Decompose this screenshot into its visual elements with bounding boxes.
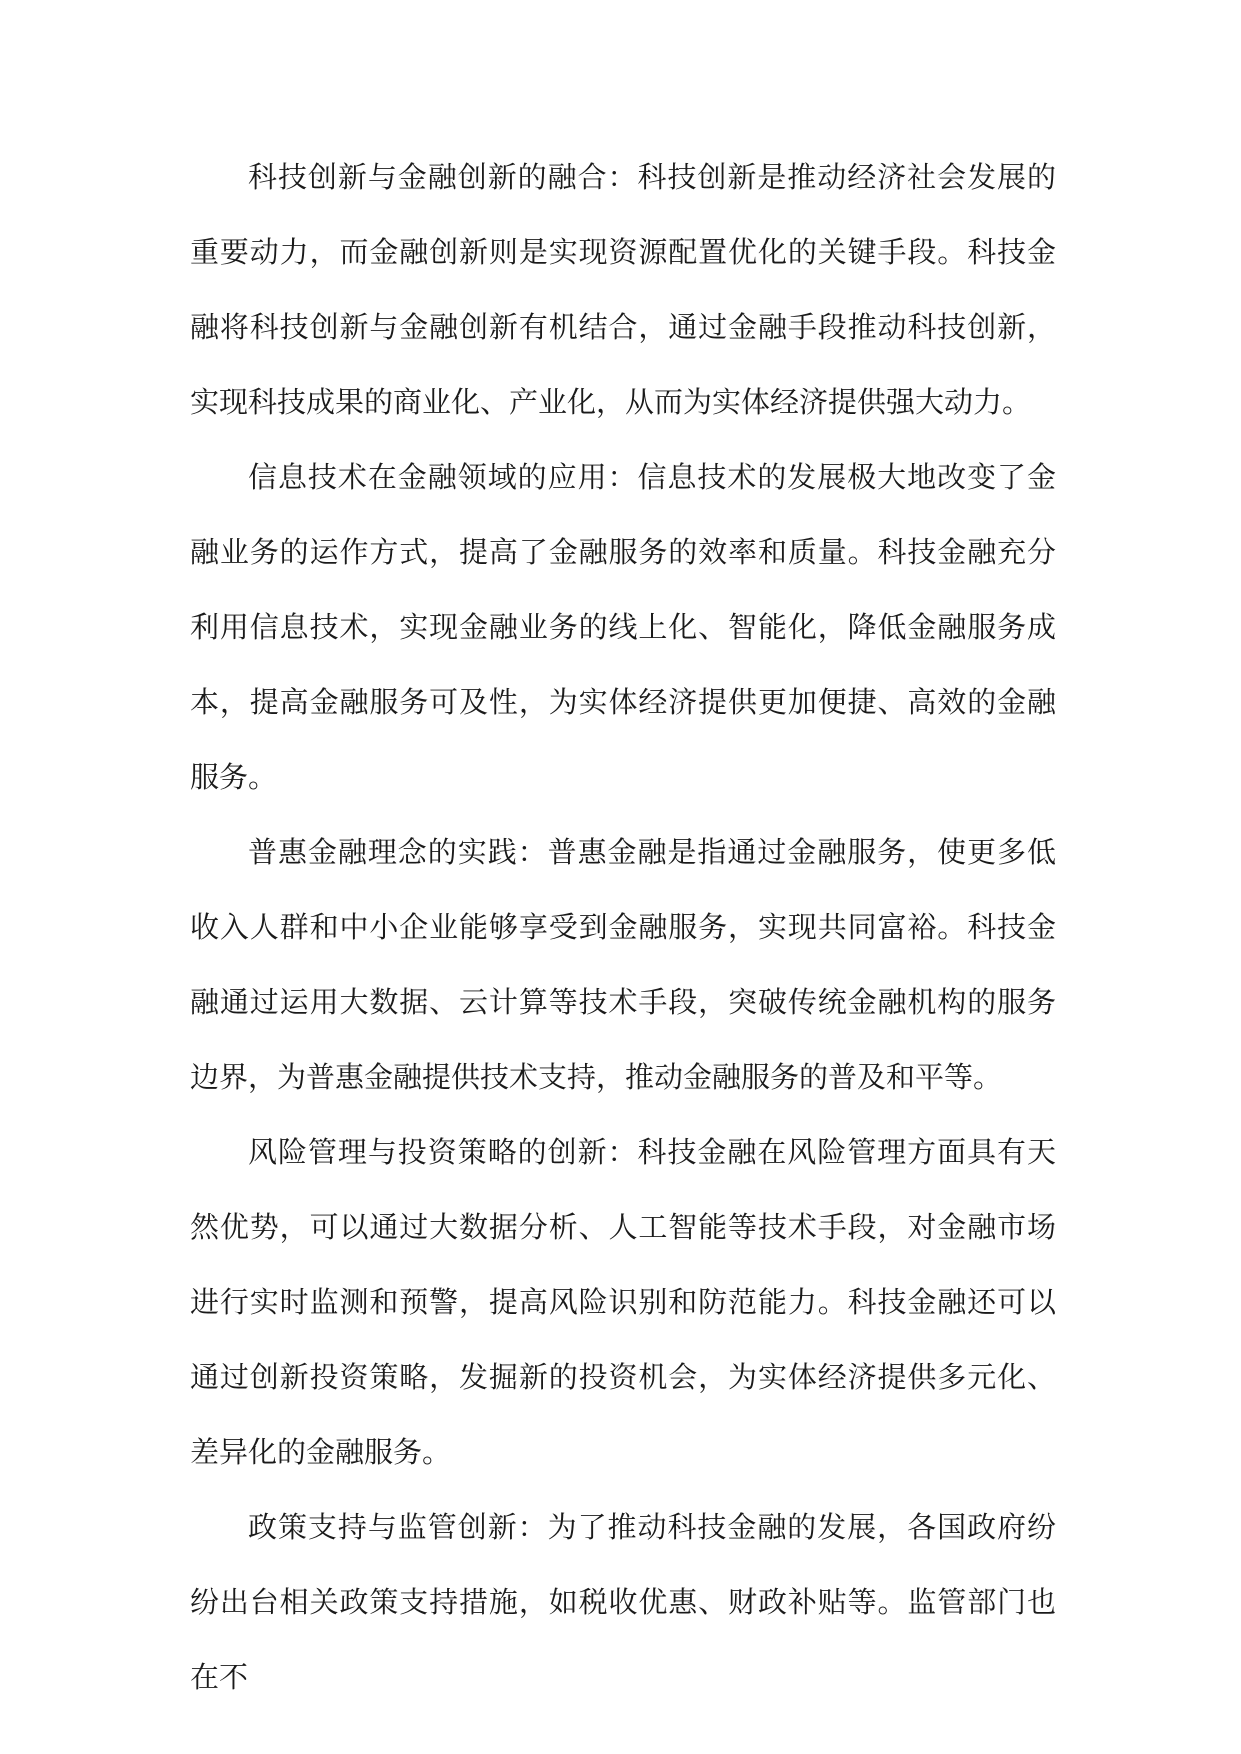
paragraph-policy-support: 政策支持与监管创新：为了推动科技金融的发展，各国政府纷纷出台相关政策支持措施，如税收优惠、财政补贴等。监管部门也在不 [190, 1510, 1056, 1694]
paragraph-tech-finance-fusion: 科技创新与金融创新的融合：科技创新是推动经济社会发展的重要动力，而金融创新则是实现资源配置优化的关键手段。科技金融将科技创新与金融创新有机结合，通过金融手段推动科技创新，实现科技成果的商业化、产业化，从而为实体经济提供强大动力。 [190, 160, 1056, 419]
paragraph-inclusive-finance: 普惠金融理念的实践：普惠金融是指通过金融服务，使更多低收入人群和中小企业能够享受到金融服务，实现共同富裕。科技金融通过运用大数据、云计算等技术手段，突破传统金融机构的服务边界，为普惠金融提供技术支持，推动金融服务的普及和平等。 [190, 835, 1056, 1094]
paragraph-risk-management: 风险管理与投资策略的创新：科技金融在风险管理方面具有天然优势，可以通过大数据分析、人工智能等技术手段，对金融市场进行实时监测和预警，提高风险识别和防范能力。科技金融还可以通过创新投资策略，发掘新的投资机会，为实体经济提供多元化、差异化的金融服务。 [190, 1135, 1056, 1469]
document-body [190, 140, 1056, 1715]
paragraph-it-in-finance: 信息技术在金融领域的应用：信息技术的发展极大地改变了金融业务的运作方式，提高了金融服务的效率和质量。科技金融充分利用信息技术，实现金融业务的线上化、智能化，降低金融服务成本，提高金融服务可及性，为实体经济提供更加便捷、高效的金融服务。 [190, 460, 1056, 794]
